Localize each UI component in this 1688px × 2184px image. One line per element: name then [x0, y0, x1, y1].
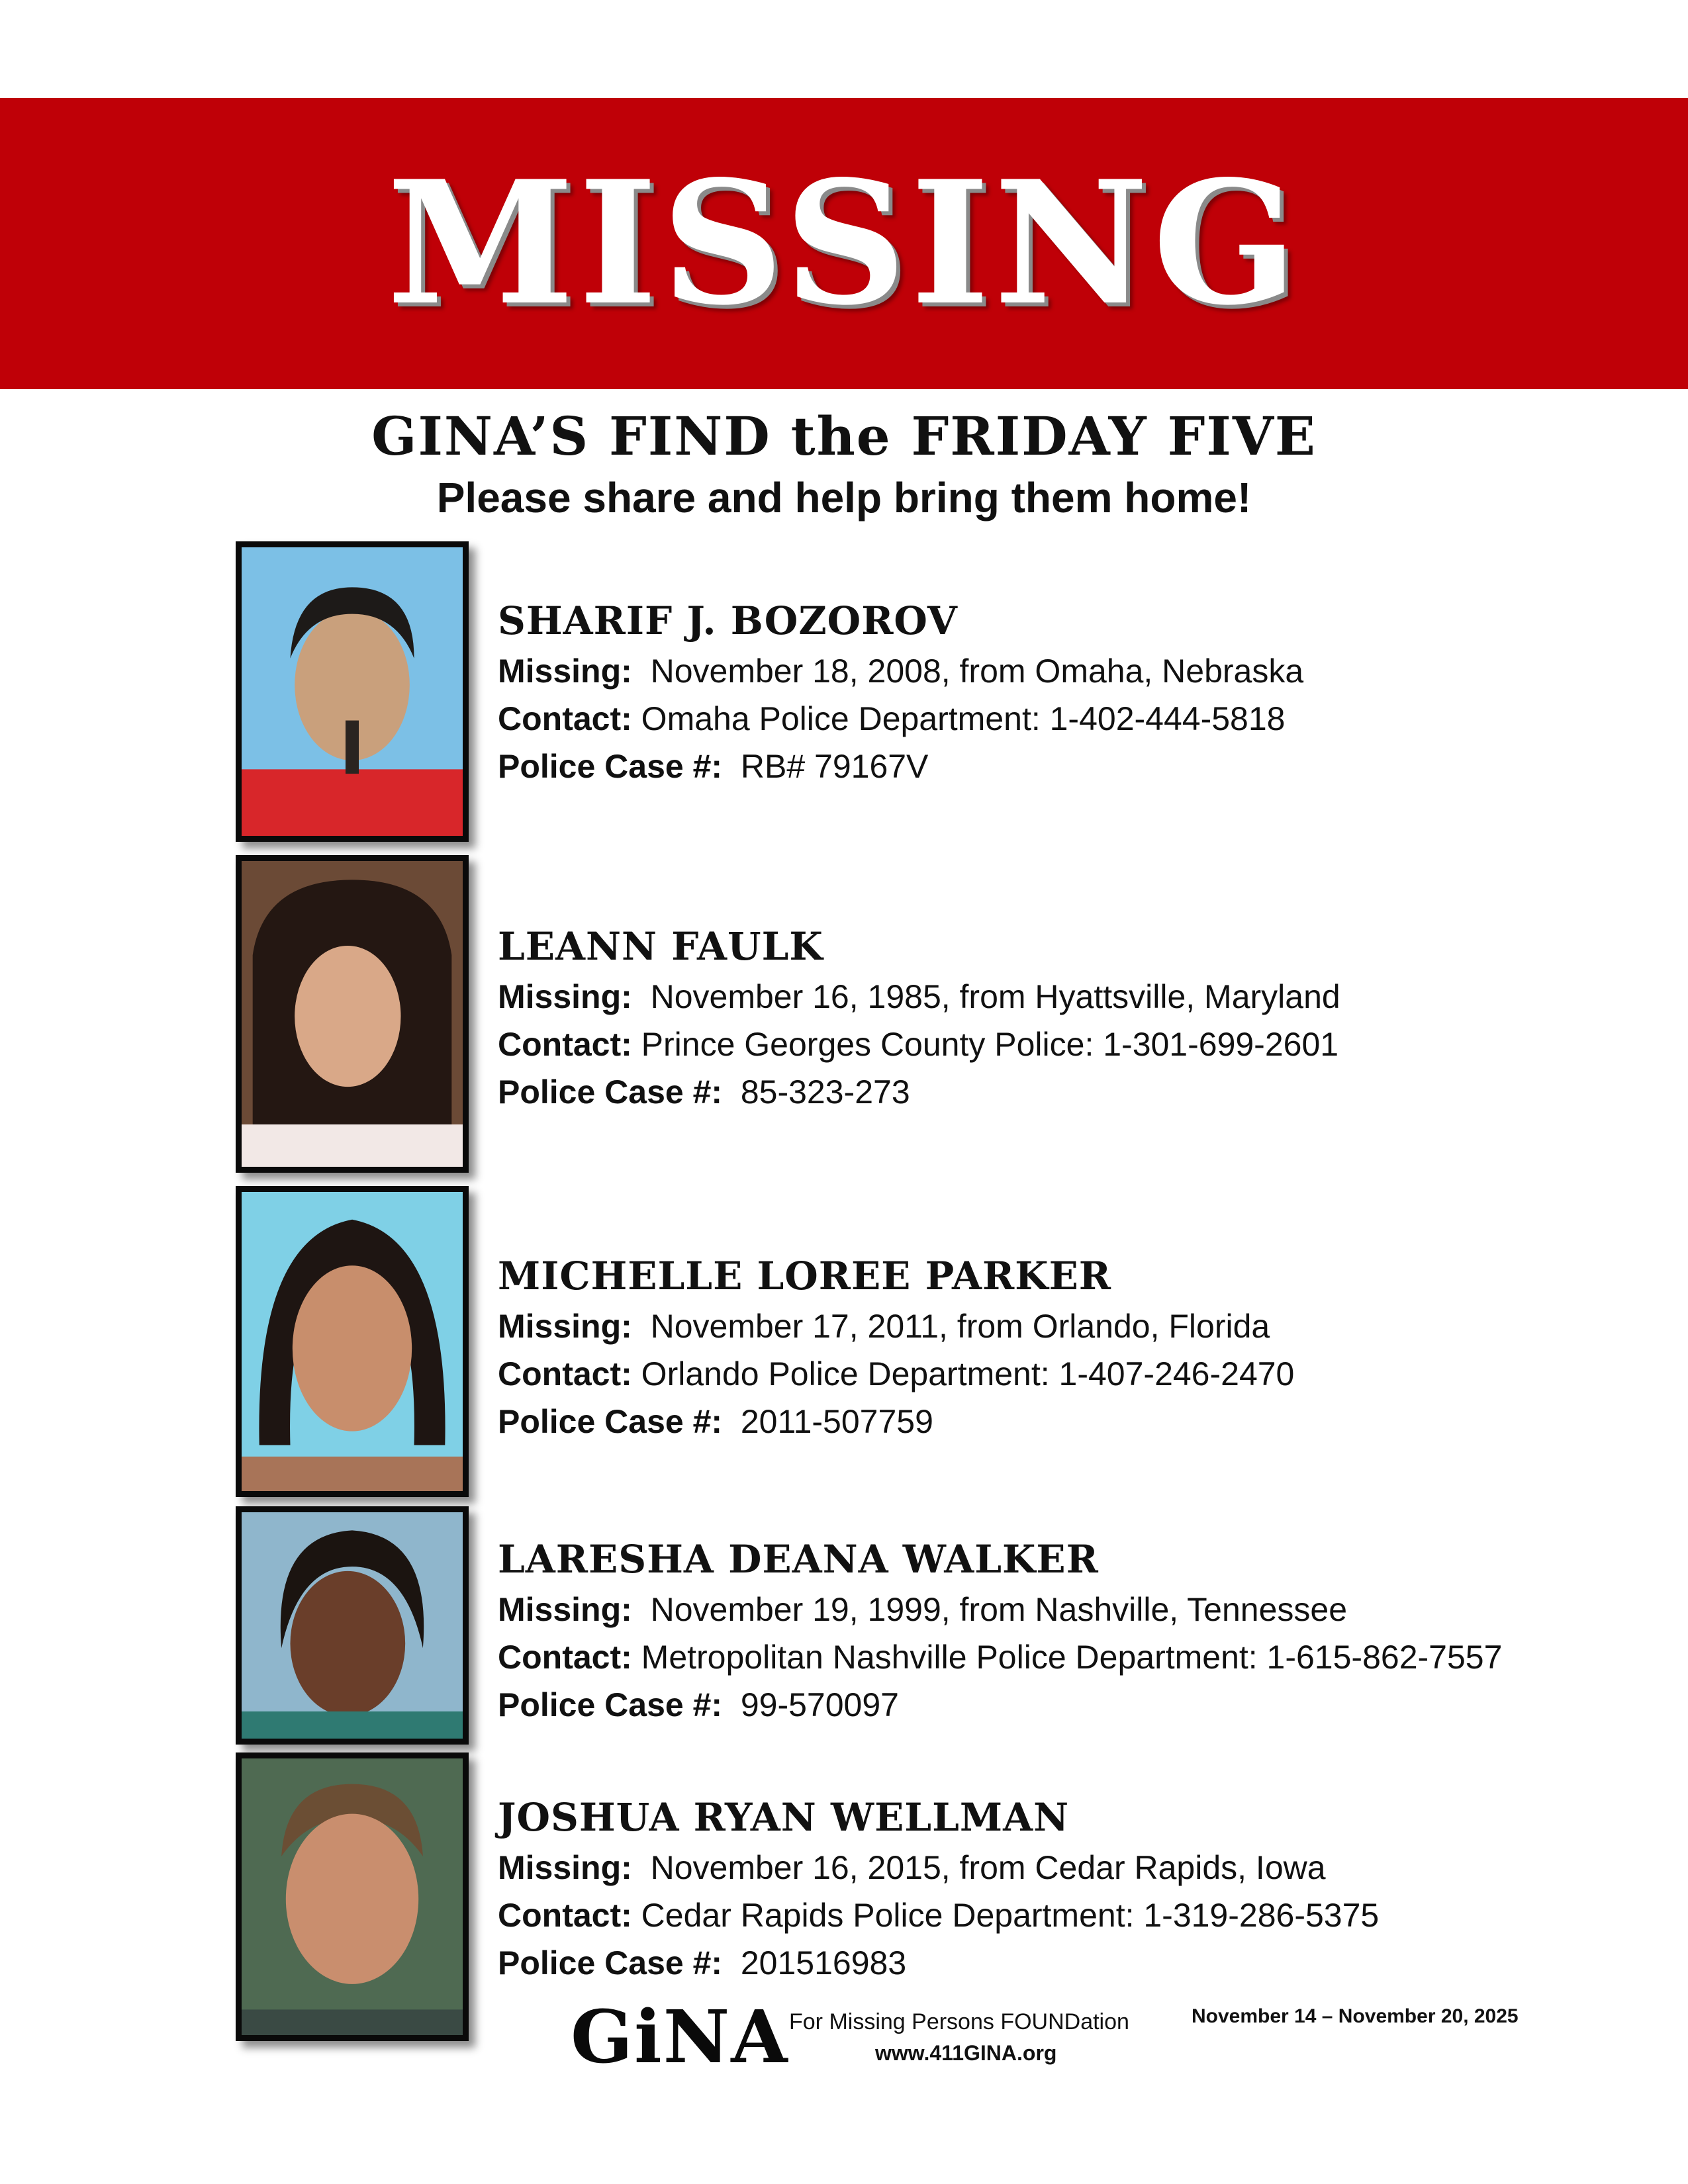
- photo-sharif-bozorov: [236, 541, 469, 842]
- case-line: [498, 743, 1663, 790]
- contact-label: Contact:: [498, 1639, 632, 1676]
- person-entry: [498, 1534, 1663, 1729]
- contact-value: Orlando Police Department: 1-407-246-2470: [641, 1355, 1295, 1392]
- case-label: Police Case #:: [498, 1403, 723, 1440]
- person-entry: [498, 1792, 1663, 1987]
- gina-logo: [571, 1994, 1153, 2079]
- logo-wordmark: GiNA: [571, 1994, 789, 2079]
- photo-michelle-parker: [236, 1186, 469, 1497]
- contact-line: [498, 695, 1663, 743]
- missing-value: November 18, 2008, from Omaha, Nebraska: [650, 653, 1304, 690]
- person-name: LEANN FAULK: [498, 924, 823, 969]
- contact-value: Metropolitan Nashville Police Department: 1-615-862-7557: [641, 1639, 1503, 1676]
- case-line: [498, 1681, 1663, 1729]
- contact-line: [498, 1021, 1663, 1068]
- contact-label: Contact:: [498, 1026, 632, 1063]
- missing-banner: [0, 98, 1688, 389]
- case-value: RB# 79167V: [740, 748, 929, 785]
- case-line: [498, 1398, 1663, 1445]
- missing-label: Missing:: [498, 1591, 632, 1628]
- case-value: 99-570097: [740, 1686, 899, 1723]
- contact-line: [498, 1350, 1663, 1398]
- missing-value: November 16, 1985, from Hyattsville, Maryland: [650, 978, 1340, 1015]
- case-value: 85-323-273: [740, 1073, 910, 1111]
- missing-line: [498, 1844, 1663, 1891]
- person-name: JOSHUA RYAN WELLMAN: [498, 1795, 1070, 1840]
- missing-label: Missing:: [498, 1308, 632, 1345]
- case-line: [498, 1068, 1663, 1116]
- person-entry: [498, 921, 1663, 1116]
- person-name: SHARIF J. BOZOROV: [498, 598, 958, 643]
- date-range: November 14 – November 20, 2025: [1192, 2005, 1519, 2027]
- missing-value: November 19, 1999, from Nashville, Tennessee: [650, 1591, 1348, 1628]
- missing-label: Missing:: [498, 1849, 632, 1886]
- contact-value: Prince Georges County Police: 1-301-699-2601: [641, 1026, 1339, 1063]
- missing-line: [498, 1302, 1663, 1350]
- photo-laresha-walker: [236, 1506, 469, 1745]
- missing-line: [498, 973, 1663, 1021]
- case-label: Police Case #:: [498, 1073, 723, 1111]
- contact-line: [498, 1891, 1663, 1939]
- case-value: 201516983: [740, 1944, 907, 1981]
- person-name: MICHELLE LOREE PARKER: [498, 1253, 1111, 1298]
- person-entry: [498, 1251, 1663, 1445]
- contact-value: Cedar Rapids Police Department: 1-319-286-5375: [641, 1897, 1380, 1934]
- contact-label: Contact:: [498, 1355, 632, 1392]
- missing-line: [498, 647, 1663, 695]
- missing-label: Missing:: [498, 653, 632, 690]
- photo-leann-faulk: [236, 855, 469, 1173]
- person-entry: [498, 596, 1663, 790]
- case-value: 2011-507759: [740, 1403, 933, 1440]
- contact-line: [498, 1633, 1663, 1681]
- missing-label: Missing:: [498, 978, 632, 1015]
- page-tagline: Please share and help bring them home!: [436, 474, 1252, 522]
- website-link[interactable]: www.411GINA.org: [875, 2041, 1057, 2065]
- page-subtitle: GINA’S FIND the FRIDAY FIVE: [371, 405, 1317, 467]
- photo-joshua-wellman: [236, 1752, 469, 2041]
- case-label: Police Case #:: [498, 1686, 723, 1723]
- case-label: Police Case #:: [498, 1944, 723, 1981]
- logo-tagline: For Missing Persons FOUNDation: [789, 2009, 1129, 2034]
- banner-title: MISSING: [387, 144, 1301, 343]
- contact-label: Contact:: [498, 1897, 632, 1934]
- case-line: [498, 1939, 1663, 1987]
- missing-line: [498, 1586, 1663, 1633]
- contact-label: Contact:: [498, 700, 632, 737]
- missing-value: November 17, 2011, from Orlando, Florida: [650, 1308, 1270, 1345]
- person-name: LARESHA DEANA WALKER: [498, 1537, 1099, 1582]
- case-label: Police Case #:: [498, 748, 723, 785]
- missing-value: November 16, 2015, from Cedar Rapids, Iowa: [650, 1849, 1326, 1886]
- contact-value: Omaha Police Department: 1-402-444-5818: [641, 700, 1286, 737]
